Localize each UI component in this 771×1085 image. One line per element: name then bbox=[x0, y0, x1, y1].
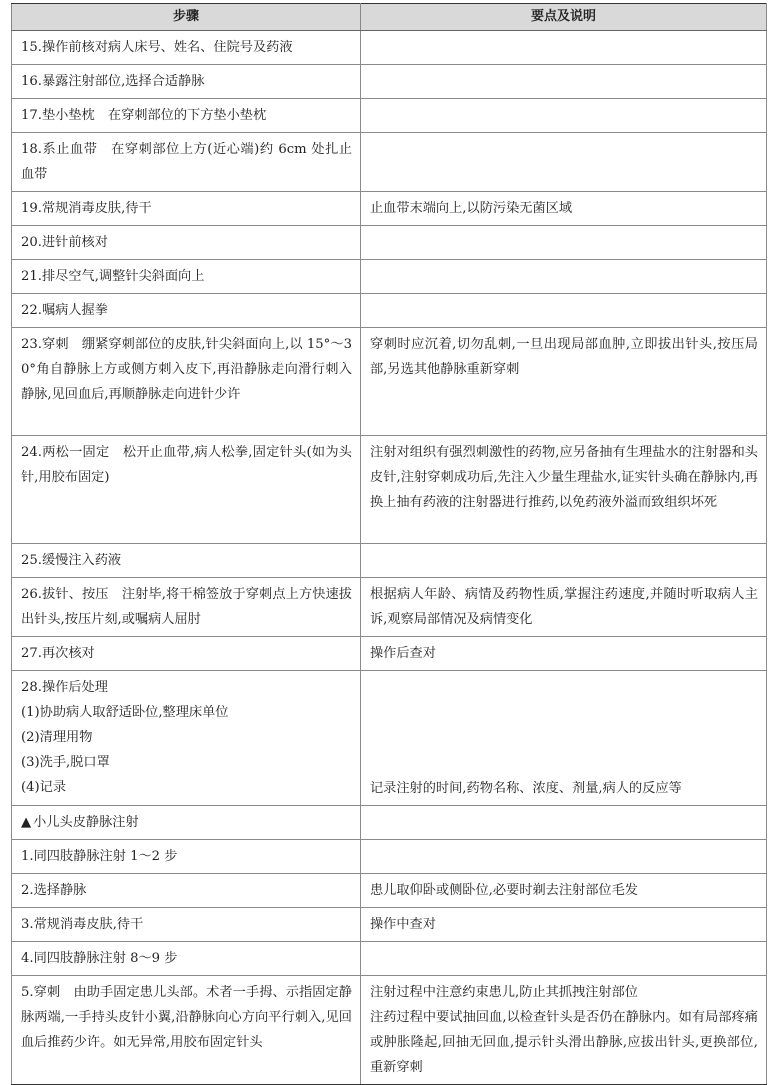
note-text: 穿刺时应沉着,切勿乱刺,一旦出现局部血肿,立即拔出针头,按压局部,另选其他静脉重新穿刺 bbox=[370, 337, 758, 377]
table-row bbox=[12, 65, 767, 99]
step-cell bbox=[12, 874, 361, 908]
table-row bbox=[12, 31, 767, 65]
note-text: 患儿取仰卧或侧卧位,必要时剃去注射部位毛发 bbox=[370, 883, 638, 898]
table-row bbox=[12, 328, 767, 436]
triangle-marker-icon: ▲ bbox=[21, 815, 32, 830]
step-text: 21.排尽空气,调整针尖斜面向上 bbox=[21, 269, 205, 284]
step-text: 18.系止血带 在穿刺部位上方(近心端)约 6cm 处扎止血带 bbox=[21, 142, 352, 182]
note-cell bbox=[361, 436, 767, 544]
step-text: 17.垫小垫枕 在穿刺部位的下方垫小垫枕 bbox=[21, 108, 267, 123]
note-text: 操作中查对 bbox=[370, 917, 436, 932]
step-text: 16.暴露注射部位,选择合适静脉 bbox=[21, 74, 205, 89]
step-text: 22.嘱病人握拳 bbox=[21, 303, 108, 318]
note-cell bbox=[361, 99, 767, 133]
step-text: 20.进针前核对 bbox=[21, 235, 108, 250]
table-row bbox=[12, 976, 767, 1085]
table-row bbox=[12, 806, 767, 840]
note-text: 记录注射的时间,药物名称、浓度、剂量,病人的反应等 bbox=[370, 781, 682, 796]
note-cell bbox=[361, 544, 767, 578]
table-row bbox=[12, 436, 767, 544]
step-text: 23.穿刺 绷紧穿刺部位的皮肤,针尖斜面向上,以 15°～30°角自静脉上方或侧方刺入皮下,再沿静脉走向滑行刺入静脉,见回血后,再顺静脉走向进针少许 bbox=[21, 337, 352, 402]
step-text: 5.穿刺 由助手固定患儿头部。术者一手拇、示指固定静脉两端,一手持头皮针小翼,沿静脉向心方向平行刺入,见回血后推药少许。如无异常,用胶布固定针头 bbox=[21, 985, 352, 1050]
note-cell bbox=[361, 806, 767, 840]
step-cell bbox=[12, 942, 361, 976]
step-text: 27.再次核对 bbox=[21, 646, 95, 661]
step-text: (2)清理用物 bbox=[21, 730, 93, 745]
table-row bbox=[12, 840, 767, 874]
step-cell bbox=[12, 65, 361, 99]
step-cell bbox=[12, 840, 361, 874]
step-cell bbox=[12, 544, 361, 578]
note-cell bbox=[361, 65, 767, 99]
step-cell bbox=[12, 99, 361, 133]
step-text: 28.操作后处理 bbox=[21, 680, 108, 695]
step-text: 3.常规消毒皮肤,待干 bbox=[21, 917, 144, 932]
step-text: 19.常规消毒皮肤,待干 bbox=[21, 201, 152, 216]
note-cell bbox=[361, 908, 767, 942]
table-row bbox=[12, 942, 767, 976]
note-cell bbox=[361, 328, 767, 436]
note-cell bbox=[361, 192, 767, 226]
note-cell bbox=[361, 31, 767, 65]
table-row bbox=[12, 578, 767, 637]
table-row bbox=[12, 671, 767, 806]
step-text: (1)协助病人取舒适卧位,整理床单位 bbox=[21, 705, 229, 720]
step-cell bbox=[12, 133, 361, 192]
step-text: (4)记录 bbox=[21, 780, 67, 795]
table-row bbox=[12, 637, 767, 671]
step-cell bbox=[12, 637, 361, 671]
note-cell bbox=[361, 294, 767, 328]
table-row bbox=[12, 874, 767, 908]
step-text: 2.选择静脉 bbox=[21, 883, 87, 898]
step-cell bbox=[12, 578, 361, 637]
table-row bbox=[12, 226, 767, 260]
step-text: 4.同四肢静脉注射 8～9 步 bbox=[21, 951, 178, 966]
note-text: 根据病人年龄、病情及药物性质,掌握注药速度,并随时听取病人主诉,观察局部情况及病情变化 bbox=[370, 587, 758, 627]
step-cell bbox=[12, 671, 361, 806]
note-cell bbox=[361, 260, 767, 294]
step-cell bbox=[12, 806, 361, 840]
step-cell bbox=[12, 31, 361, 65]
table-body bbox=[12, 31, 767, 1085]
table-row bbox=[12, 544, 767, 578]
step-cell bbox=[12, 436, 361, 544]
note-text: 注射过程中注意约束患儿,防止其抓拽注射部位 bbox=[370, 985, 638, 1000]
table-row bbox=[12, 294, 767, 328]
step-text bbox=[21, 810, 352, 835]
header-steps: 步骤 bbox=[12, 4, 361, 31]
step-text: (3)洗手,脱口罩 bbox=[21, 755, 110, 770]
step-text: 24.两松一固定 松开止血带,病人松拳,固定针头(如为头针,用胶布固定) bbox=[21, 445, 352, 485]
note-text: 操作后查对 bbox=[370, 646, 436, 661]
note-cell bbox=[361, 637, 767, 671]
step-text: 25.缓慢注入药液 bbox=[21, 553, 122, 568]
note-cell bbox=[361, 874, 767, 908]
header-notes: 要点及说明 bbox=[361, 4, 767, 31]
note-text: 注射对组织有强烈刺激性的药物,应另备抽有生理盐水的注射器和头皮针,注射穿刺成功后,先注入少量生理盐水,证实针头确在静脉内,再换上抽有药液的注射器进行推药,以免药液外溢而致组织坏死 bbox=[370, 445, 758, 510]
table-header-row bbox=[12, 4, 767, 31]
procedure-table bbox=[11, 3, 767, 1085]
note-cell bbox=[361, 840, 767, 874]
table-row bbox=[12, 133, 767, 192]
note-cell bbox=[361, 133, 767, 192]
step-cell bbox=[12, 226, 361, 260]
table-row bbox=[12, 908, 767, 942]
table-row bbox=[12, 99, 767, 133]
note-cell bbox=[361, 976, 767, 1085]
step-text: 1.同四肢静脉注射 1～2 步 bbox=[21, 849, 178, 864]
note-cell bbox=[361, 671, 767, 806]
step-cell bbox=[12, 260, 361, 294]
step-text-content: 小儿头皮静脉注射 bbox=[33, 815, 139, 830]
step-text: 26.拔针、按压 注射毕,将干棉签放于穿刺点上方快速拔出针头,按压片刻,或嘱病人屈肘 bbox=[21, 587, 352, 627]
note-cell bbox=[361, 578, 767, 637]
table-row bbox=[12, 192, 767, 226]
step-cell bbox=[12, 976, 361, 1085]
table-row bbox=[12, 260, 767, 294]
step-cell bbox=[12, 294, 361, 328]
step-cell bbox=[12, 908, 361, 942]
step-cell bbox=[12, 328, 361, 436]
step-cell bbox=[12, 192, 361, 226]
note-cell bbox=[361, 226, 767, 260]
step-text: 15.操作前核对病人床号、姓名、住院号及药液 bbox=[21, 40, 293, 55]
note-text: 止血带末端向上,以防污染无菌区域 bbox=[370, 201, 573, 216]
note-cell bbox=[361, 942, 767, 976]
note-text: 注药过程中要试抽回血,以检查针头是否仍在静脉内。如有局部疼痛或肿胀隆起,回抽无回血,提示针头滑出静脉,应拔出针头,更换部位,重新穿刺 bbox=[370, 1010, 758, 1075]
